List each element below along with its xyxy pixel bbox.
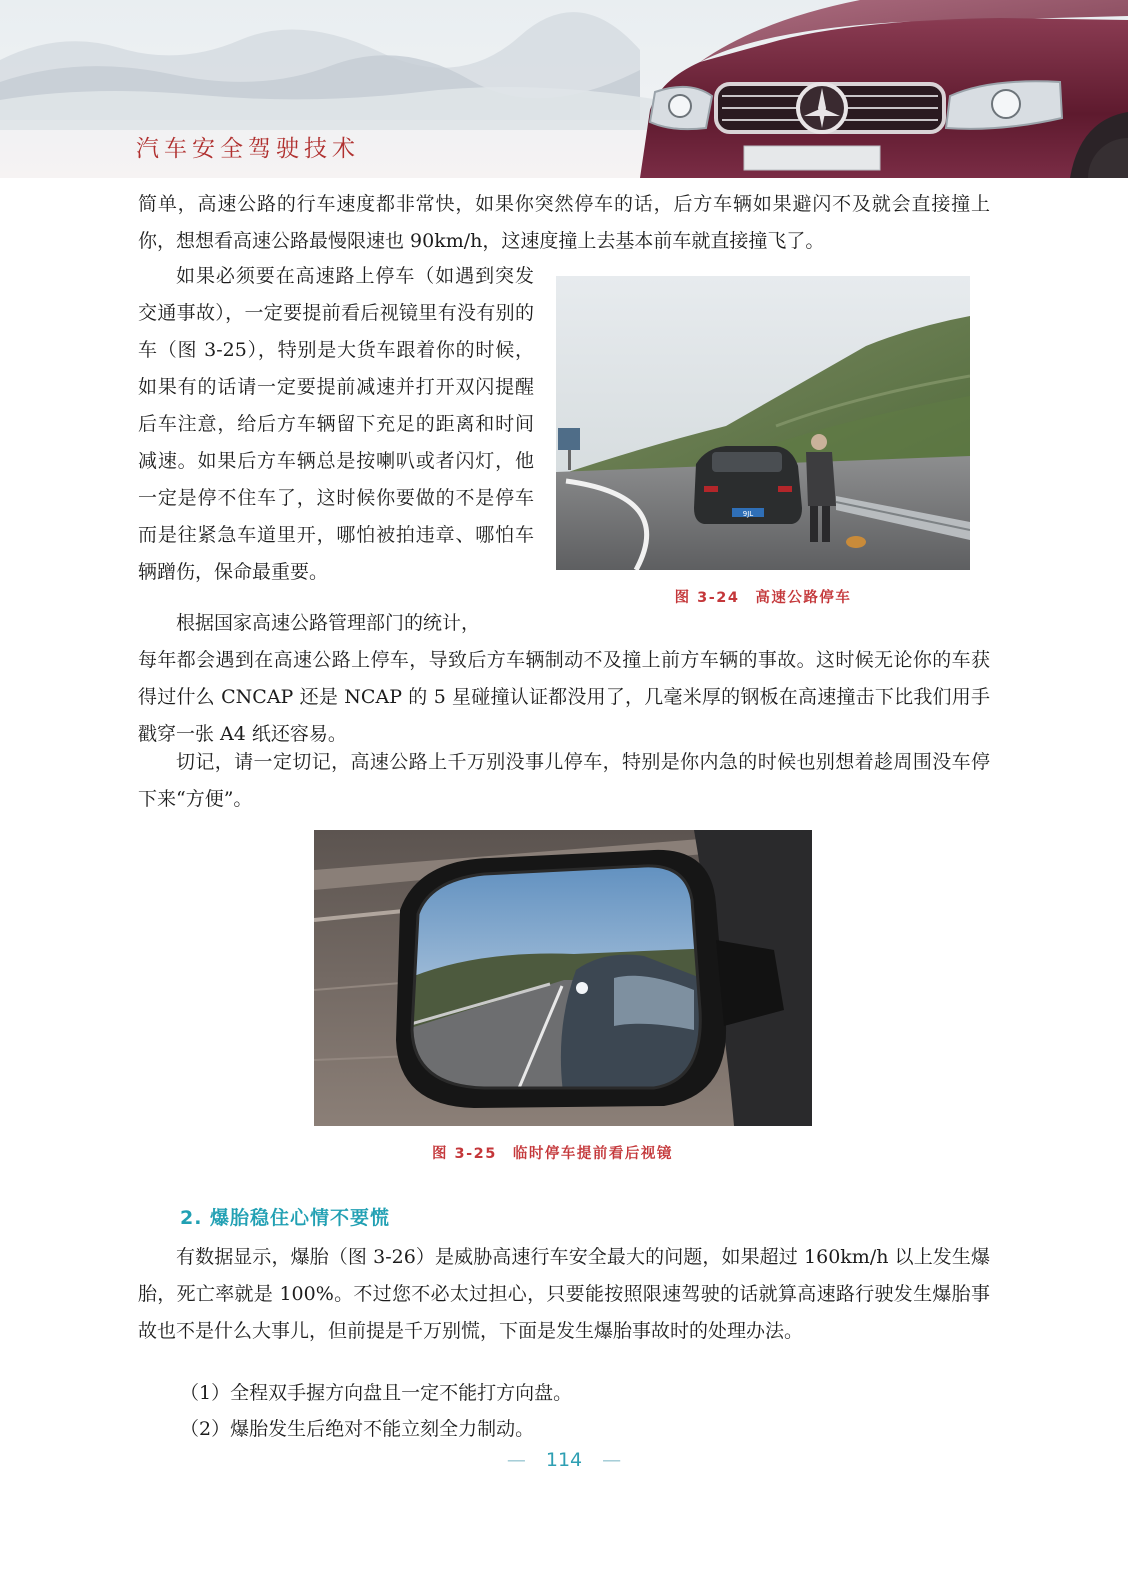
book-title: 汽车安全驾驶技术 xyxy=(136,136,360,162)
section-heading-tire-blowout: 2. 爆胎稳住心情不要慌 xyxy=(180,1207,391,1229)
paragraph-warning: 切记，请一定切记，高速公路上千万别没事儿停车，特别是你内急的时候也别想着趁周围没车停下来“方便”。 xyxy=(138,751,990,810)
list-item-2: （2）爆胎发生后绝对不能立刻全力制动。 xyxy=(180,1418,535,1440)
paragraph-statistics-start: 根据国家高速公路管理部门的统计， xyxy=(176,612,481,634)
page-number-dash-right: — xyxy=(602,1449,622,1471)
page-header xyxy=(0,0,1128,178)
figure-highway-stop-photo xyxy=(556,276,970,570)
license-plate-fig1: 9JL xyxy=(742,510,754,518)
figure-caption-3-24: 图 3-24 高速公路停车 xyxy=(674,590,852,606)
paragraph-statistics: 每年都会遇到在高速公路上停车，导致后方车辆制动不及撞上前方车辆的事故。这时候无论你的车获得过什么 CNCAP 还是 NCAP 的 5 星碰撞认证都没用了，几毫米厚的钢板在高速撞击下比我们用手戳穿一张 A4 纸还容易。 xyxy=(138,649,990,745)
page-number-dash-left: — xyxy=(506,1449,526,1471)
paragraph-tire-blowout: 有数据显示，爆胎（图 3-26）是威胁高速行车安全最大的问题，如果超过 160km/h 以上发生爆胎，死亡率就是 100%。不过您不必太过担心，只要能按照限速驾驶的话就算高速路行驶发生爆胎事故也不是什么大事儿，但前提是千万别慌，下面是发生爆胎事故时的处理办法。 xyxy=(138,1246,990,1342)
paragraph-stop-advice: 如果必须要在高速路上停车（如遇到突发交通事故），一定要提前看后视镜里有没有别的车（图 3-25），特别是大货车跟着你的时候，如果有的话请一定要提前减速并打开双闪提醒后车注意，给后方车辆留下充足的距离和时间减速。如果后方车辆总是按喇叭或者闪灯，他一定是停不住车了，这时候你要做的不是停车而是往紧急车道里开，哪怕被拍违章、哪怕车辆蹭伤，保命最重要。 xyxy=(138,265,534,583)
header-car-illustration xyxy=(640,0,1128,178)
figure-rearview-mirror-photo xyxy=(314,830,812,1126)
figure-caption-3-25: 图 3-25 临时停车提前看后视镜 xyxy=(432,1146,673,1162)
page-number-value: 114 xyxy=(545,1449,583,1471)
paragraph-intro: 简单，高速公路的行车速度都非常快，如果你突然停车的话，后方车辆如果避闪不及就会直接撞上你，想想看高速公路最慢限速也 90km/h，这速度撞上去基本前车就直接撞飞了。 xyxy=(138,193,990,252)
list-item-1: （1）全程双手握方向盘且一定不能打方向盘。 xyxy=(180,1382,573,1404)
page-number xyxy=(504,1449,624,1471)
